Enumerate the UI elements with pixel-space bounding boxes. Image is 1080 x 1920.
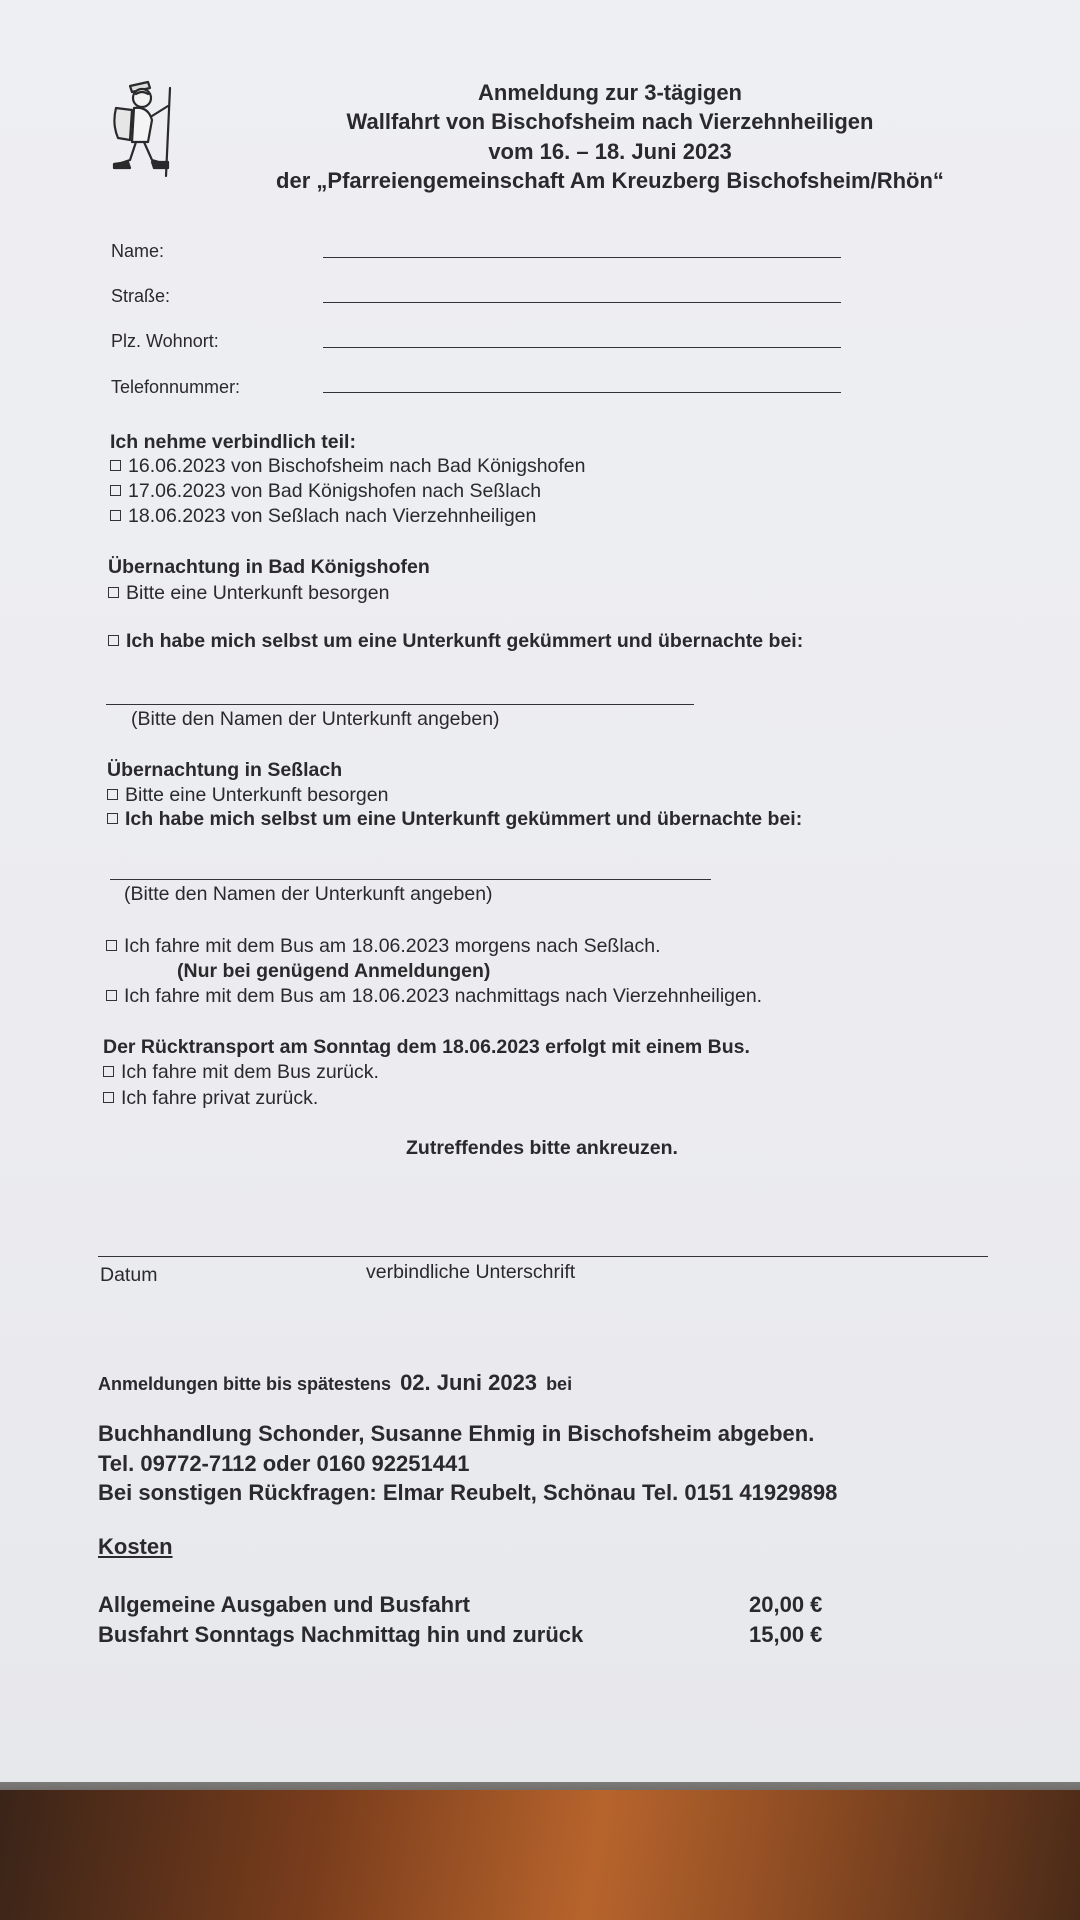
return-private-option[interactable]: Ich fahre privat zurück. <box>103 1087 318 1110</box>
date-label: Datum <box>100 1264 158 1286</box>
contact-line3: Bei sonstigen Rückfragen: Elmar Reubelt, Schönau Tel. 0151 41929898 <box>98 1480 838 1505</box>
checkbox-icon[interactable] <box>106 990 117 1001</box>
stay1-accommodation-field[interactable] <box>106 704 694 705</box>
stay2-option-book[interactable]: Bitte eine Unterkunft besorgen <box>107 784 388 807</box>
street-label: Straße: <box>111 286 171 306</box>
name-field[interactable] <box>323 257 841 258</box>
deadline-text: Anmeldungen bitte bis spätestens 02. Juni 2023 bei <box>98 1370 573 1395</box>
checkbox-icon[interactable] <box>110 485 121 496</box>
return-heading: Der Rücktransport am Sonntag dem 18.06.2023 erfolgt mit einem Bus. <box>103 1036 750 1058</box>
cost-item-2-label: Busfahrt Sonntags Nachmittag hin und zurück <box>98 1622 584 1647</box>
deadline-date: 02. Juni 2023 <box>400 1370 538 1395</box>
signature-line[interactable] <box>98 1256 988 1257</box>
form-title-line3: vom 16. – 18. Juni 2023 <box>488 139 732 164</box>
form-title-line2: Wallfahrt von Bischofsheim nach Vierzehnheiligen <box>346 109 874 134</box>
participation-option-2[interactable]: 17.06.2023 von Bad Königshofen nach Seßlach <box>110 480 541 503</box>
bus-note: (Nur bei genügend Anmeldungen) <box>177 960 491 982</box>
checkbox-icon[interactable] <box>108 635 119 646</box>
stay1-hint: (Bitte den Namen der Unterkunft angeben) <box>131 708 500 730</box>
stay2-accommodation-field[interactable] <box>110 879 711 880</box>
phone-field[interactable] <box>323 392 841 393</box>
costs-heading: Kosten <box>98 1534 173 1559</box>
cost-item-1-label: Allgemeine Ausgaben und Busfahrt <box>98 1592 471 1617</box>
stay2-hint: (Bitte den Namen der Unterkunft angeben) <box>124 883 493 905</box>
signature-label: verbindliche Unterschrift <box>366 1261 576 1283</box>
stay1-option-self[interactable]: Ich habe mich selbst um eine Unterkunft gekümmert und übernachte bei: <box>108 630 803 653</box>
checkbox-icon[interactable] <box>103 1092 114 1103</box>
checkbox-icon[interactable] <box>107 789 118 800</box>
bus-afternoon-option[interactable]: Ich fahre mit dem Bus am 18.06.2023 nachmittags nach Vierzehnheiligen. <box>106 985 762 1008</box>
phone-label: Telefonnummer: <box>111 377 241 397</box>
checkbox-icon[interactable] <box>107 813 118 824</box>
bus-morning-option[interactable]: Ich fahre mit dem Bus am 18.06.2023 morgens nach Seßlach. <box>106 935 661 958</box>
participation-option-3[interactable]: 18.06.2023 von Seßlach nach Vierzehnheiligen <box>110 505 536 528</box>
city-field[interactable] <box>323 347 841 348</box>
stay2-option-self[interactable]: Ich habe mich selbst um eine Unterkunft gekümmert und übernachte bei: <box>107 808 802 831</box>
return-bus-option[interactable]: Ich fahre mit dem Bus zurück. <box>103 1061 379 1084</box>
stay1-option-book[interactable]: Bitte eine Unterkunft besorgen <box>108 582 389 605</box>
cost-item-1-amount: 20,00 € <box>749 1592 823 1617</box>
checkbox-icon[interactable] <box>110 460 121 471</box>
form-title-line4: der „Pfarreiengemeinschaft Am Kreuzberg Bischofsheim/Rhön“ <box>276 168 944 193</box>
checkbox-icon[interactable] <box>103 1066 114 1077</box>
form-title-line1: Anmeldung zur 3-tägigen <box>478 80 742 105</box>
wooden-floor <box>0 1790 1080 1920</box>
contact-line2: Tel. 09772-7112 oder 0160 92251441 <box>98 1451 470 1476</box>
name-label: Name: <box>111 241 165 261</box>
contact-line1: Buchhandlung Schonder, Susanne Ehmig in Bischofsheim abgeben. <box>98 1421 815 1446</box>
stay1-heading: Übernachtung in Bad Königshofen <box>108 556 430 578</box>
checkbox-icon[interactable] <box>110 510 121 521</box>
participation-heading: Ich nehme verbindlich teil: <box>110 431 356 453</box>
checkbox-icon[interactable] <box>106 940 117 951</box>
hiker-pilgrim-icon <box>108 76 198 181</box>
street-field[interactable] <box>323 302 841 303</box>
instruction-text: Zutreffendes bitte ankreuzen. <box>406 1137 678 1159</box>
cost-item-2-amount: 15,00 € <box>749 1622 823 1647</box>
participation-option-1[interactable]: 16.06.2023 von Bischofsheim nach Bad Königshofen <box>110 455 586 478</box>
stay2-heading: Übernachtung in Seßlach <box>107 759 343 781</box>
checkbox-icon[interactable] <box>108 587 119 598</box>
city-label: Plz. Wohnort: <box>111 331 219 351</box>
